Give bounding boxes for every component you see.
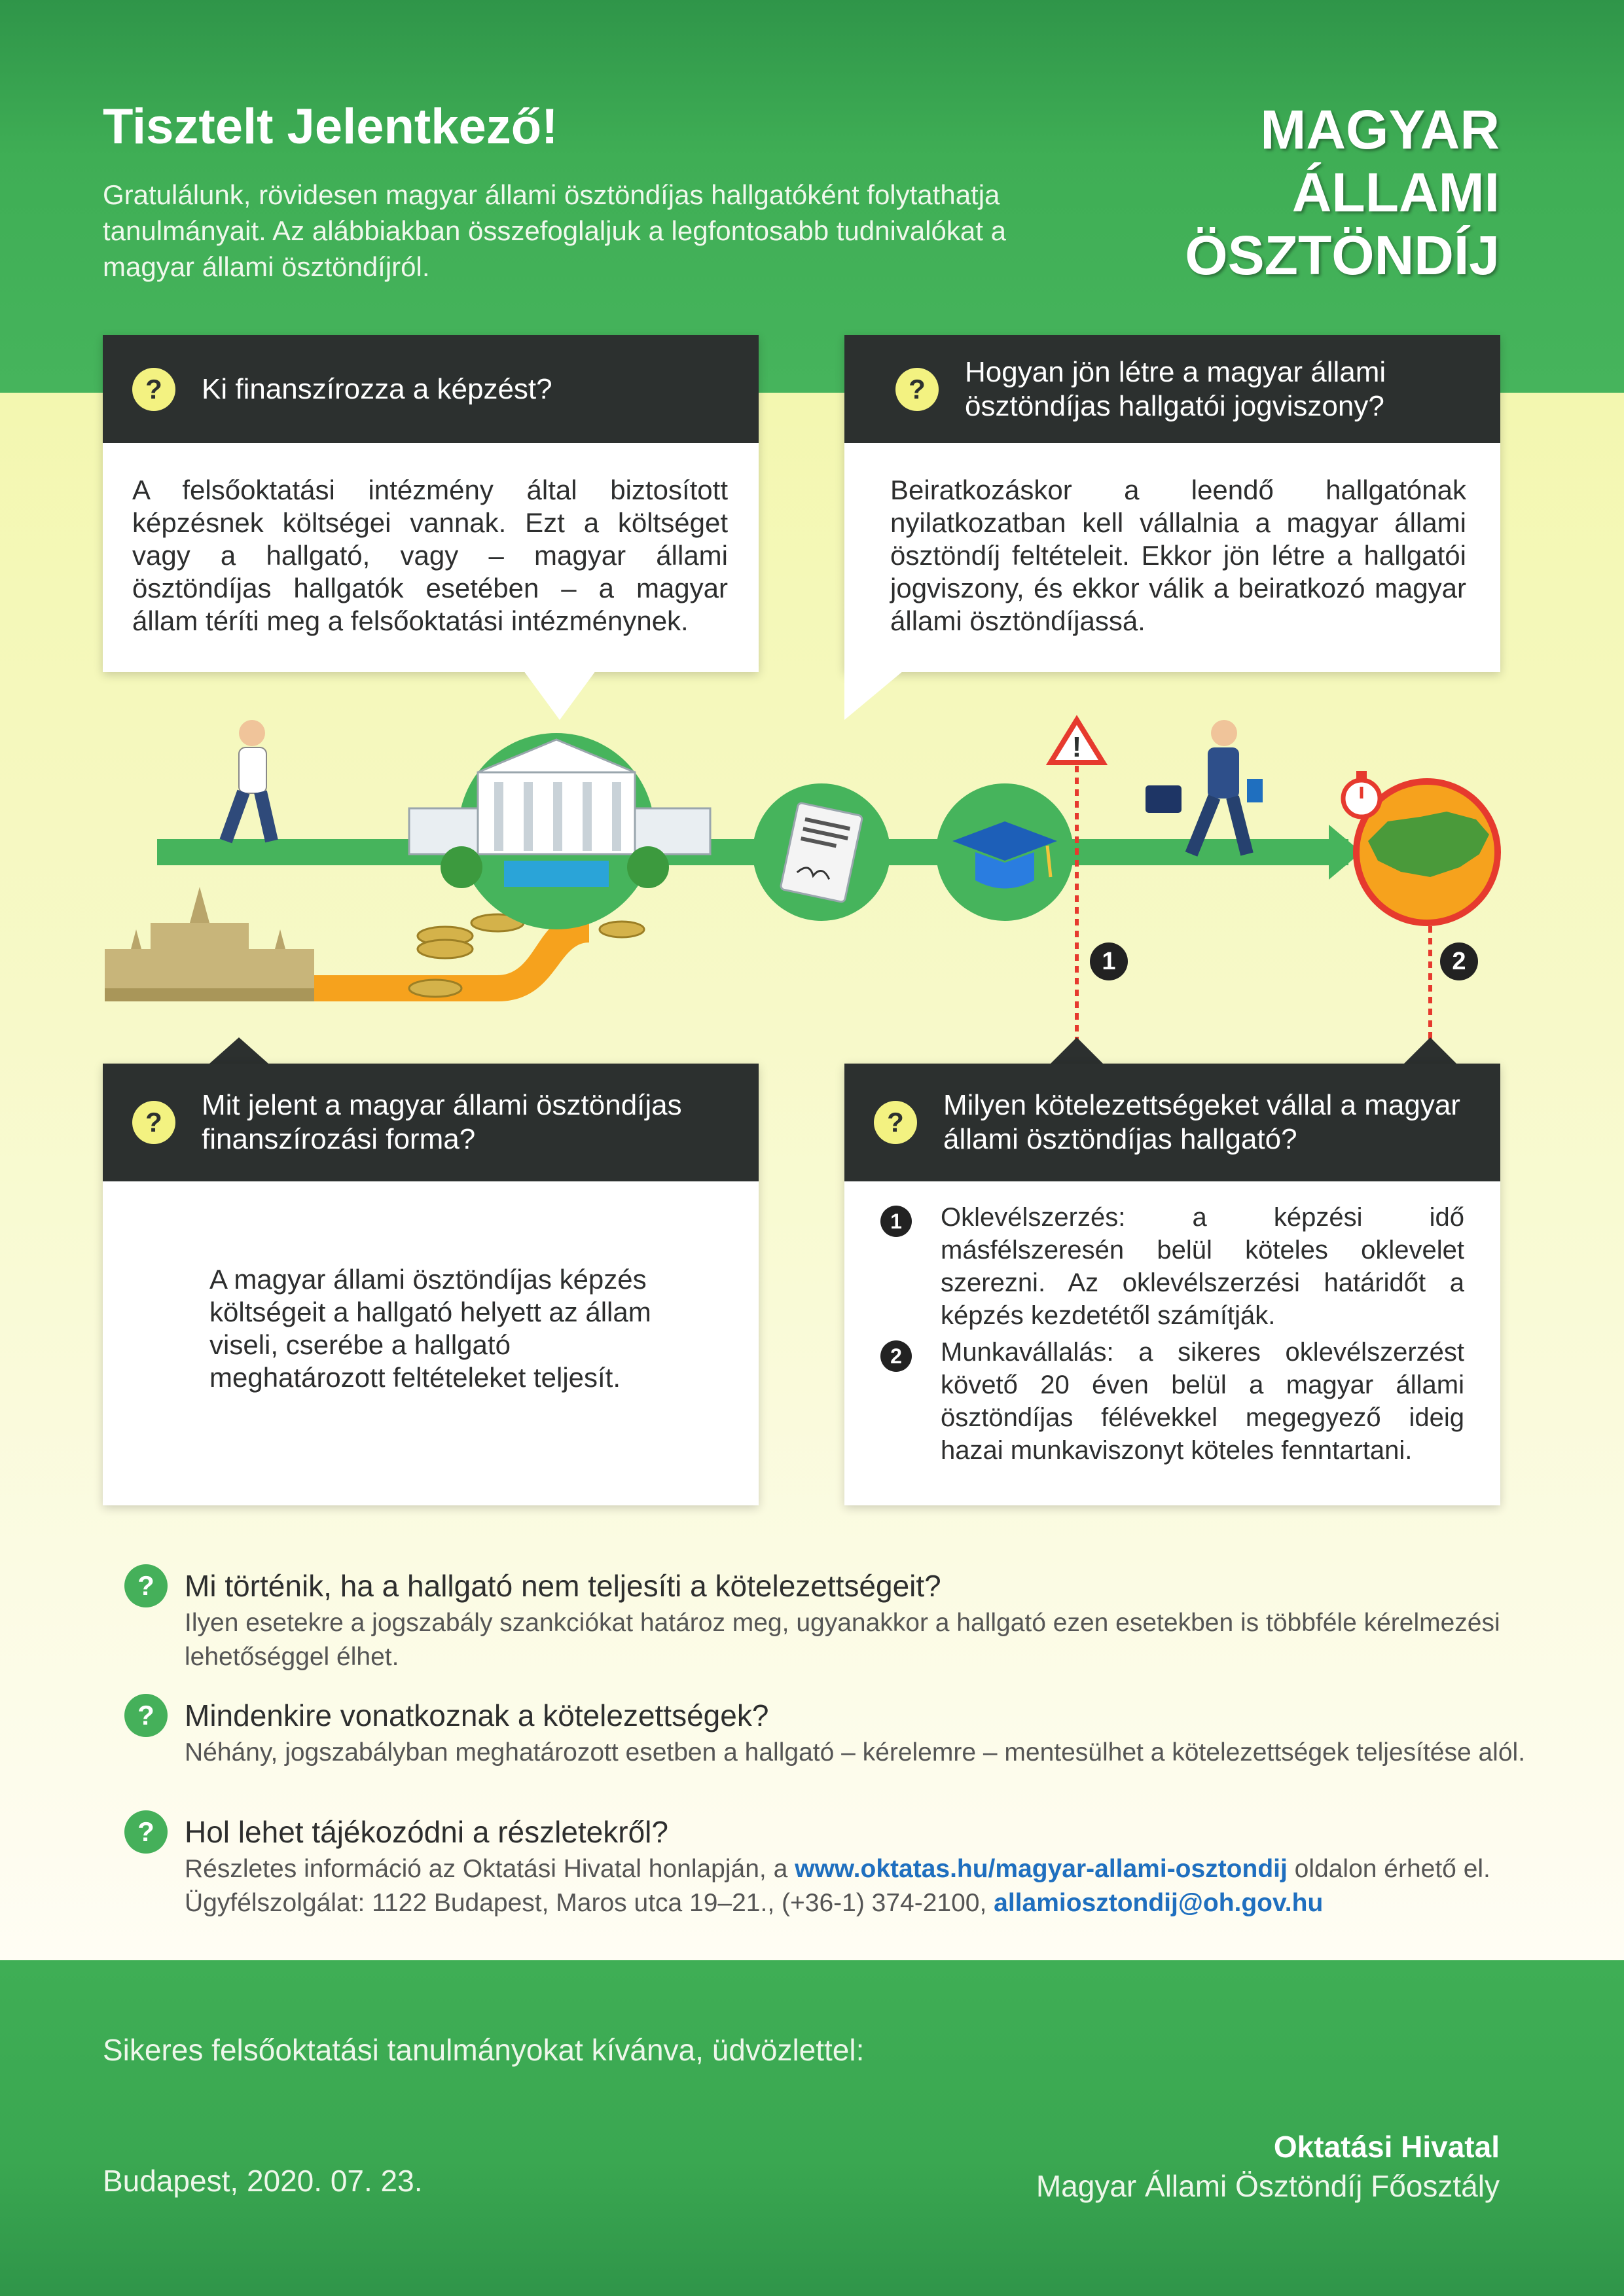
speech-tail (1051, 1037, 1103, 1064)
meaning-box (103, 1064, 759, 1505)
contact-text: Ügyfélszolgálat: 1122 Budapest, Maros utca 19–21., (+36-1) 374-2100, (185, 1889, 994, 1917)
question-icon: ? (132, 1101, 175, 1144)
question-icon: ? (895, 368, 939, 411)
funding-box-header (103, 335, 759, 443)
relationship-box (844, 335, 1500, 672)
obligation-work: Munkavállalás: a sikeres oklevélszerzést követő 20 éven belül a magyar állami ösztöndíjas félévekkel megegyező ideig hazai munkaviszonyt köteles fenntartani. (941, 1338, 1464, 1465)
faq-item (124, 1810, 1532, 1928)
closing-wish: Sikeres felsőoktatási tanulmányokat kívánva, üdvözlettel: (103, 2033, 865, 2067)
faq-answer: Néhány, jogszabályban meghatározott esetben a hallgató – kérelemre – mentesülhet a kötelezettségek teljesítése alól. (185, 1738, 1526, 1767)
obligation-degree: Oklevélszerzés: a képzési idő másfélszeresén belül köteles oklevelet szerezni. Az oklevélszerzési határidőt a képzés kezdetétől számítják. (941, 1203, 1464, 1330)
relationship-box-header (844, 335, 1500, 443)
funding-box (103, 335, 759, 672)
faq-answer-text: Részletes információ az Oktatási Hivatal honlapján, a (185, 1855, 795, 1883)
question-icon: ? (124, 1694, 168, 1737)
brand-line: ÁLLAMI (1291, 162, 1500, 223)
meaning-question: Mit jelent a magyar állami ösztöndíjas finanszírozási forma? (202, 1089, 682, 1155)
funding-answer: A felsőoktatási intézmény által biztosított képzésnek költségei vannak. Ezt a költséget vagy a hallgató, vagy – magyar állami ösztöndíjas hallgatók esetében – a magyar állam téríti meg a felsőoktatási intézménynek. (132, 475, 728, 636)
obligations-question: Milyen kötelezettségeket vállal a magyar állami ösztöndíjas hallgató? (943, 1089, 1460, 1155)
faq-item (124, 1564, 1532, 1676)
brand-title (1185, 98, 1500, 287)
warning-symbol: ! (1072, 731, 1082, 763)
speech-tail (209, 1037, 268, 1064)
faq-question: Mi történik, ha a hallgató nem teljesíti a kötelezettségeit? (185, 1569, 941, 1603)
obligation-marker-2: 2 (880, 1340, 912, 1372)
faq-answer: Ilyen esetekre a jogszabály szankciókat határoz meg, ugyanakkor a hallgató ezen esetekben is többféle kérelmezési lehetőséggel élhet. (185, 1609, 1500, 1671)
speech-tail (1404, 1037, 1456, 1064)
email-link[interactable]: allamiosztondij@oh.gov.hu (994, 1889, 1324, 1917)
relationship-question: Hogyan jön létre a magyar állami ösztöndíjas hallgatói jogviszony? (965, 355, 1386, 422)
university-icon (409, 740, 710, 888)
brand-line: ÖSZTÖNDÍJ (1185, 224, 1500, 286)
intro-text: Gratulálunk, rövidesen magyar állami ösztöndíjas hallgatóként folytathatja tanulmányait. Az alábbiakban összefoglaljuk a legfontosabb tudnivalókat a magyar állami ösztöndíjról. (103, 179, 1006, 282)
warning-icon (1051, 720, 1103, 763)
obligations-box-header (844, 1064, 1500, 1181)
question-icon: ? (874, 1101, 917, 1144)
relationship-answer: Beiratkozáskor a leendő hallgatónak nyilatkozatban kell vállalnia a magyar állami ösztöndíj feltételeit. Ekkor jön létre a hallgatói jogviszony, és ekkor válik a beiratkozó magyar állami ösztöndíjassá. (890, 475, 1466, 636)
faq-question: Hol lehet tájékozódni a részletekről? (185, 1815, 668, 1849)
question-icon: ? (124, 1810, 168, 1854)
parliament-icon (105, 887, 314, 1001)
funding-question: Ki finanszírozza a képzést? (202, 372, 552, 405)
graduate-worker-icon (1146, 720, 1263, 854)
website-link[interactable]: www.oktatas.hu/magyar-allami-osztondij (795, 1855, 1288, 1883)
meaning-box-header (103, 1064, 759, 1181)
faq-answer (185, 1852, 1533, 1920)
date: Budapest, 2020. 07. 23. (103, 2164, 423, 2198)
organization-name: Oktatási Hivatal (1273, 2130, 1500, 2164)
brand-line: MAGYAR (1260, 99, 1500, 160)
question-icon: ? (132, 368, 175, 411)
timeline-marker-1: 1 (1090, 942, 1128, 980)
faq-question: Mindenkire vonatkoznak a kötelezettségek? (185, 1698, 769, 1732)
meaning-answer: A magyar állami ösztöndíjas képzés költségeit a hallgató helyett az állam viseli, cserébe a hallgató meghatározott feltételeket teljesít. (209, 1264, 651, 1393)
signature-block (1036, 2127, 1500, 2206)
page-title: Tisztelt Jelentkező! (103, 99, 558, 154)
faq-item (124, 1694, 1532, 1772)
stopwatch-icon (1343, 771, 1380, 817)
timeline-illustration (0, 700, 1624, 1067)
obligation-marker-1: 1 (880, 1206, 912, 1237)
student-icon (226, 720, 272, 841)
department-name: Magyar Állami Ösztöndíj Főosztály (1036, 2169, 1500, 2203)
question-icon: ? (124, 1564, 168, 1607)
faq-answer-text: oldalon érhető el. (1287, 1855, 1490, 1883)
timeline-marker-2: 2 (1440, 942, 1478, 980)
